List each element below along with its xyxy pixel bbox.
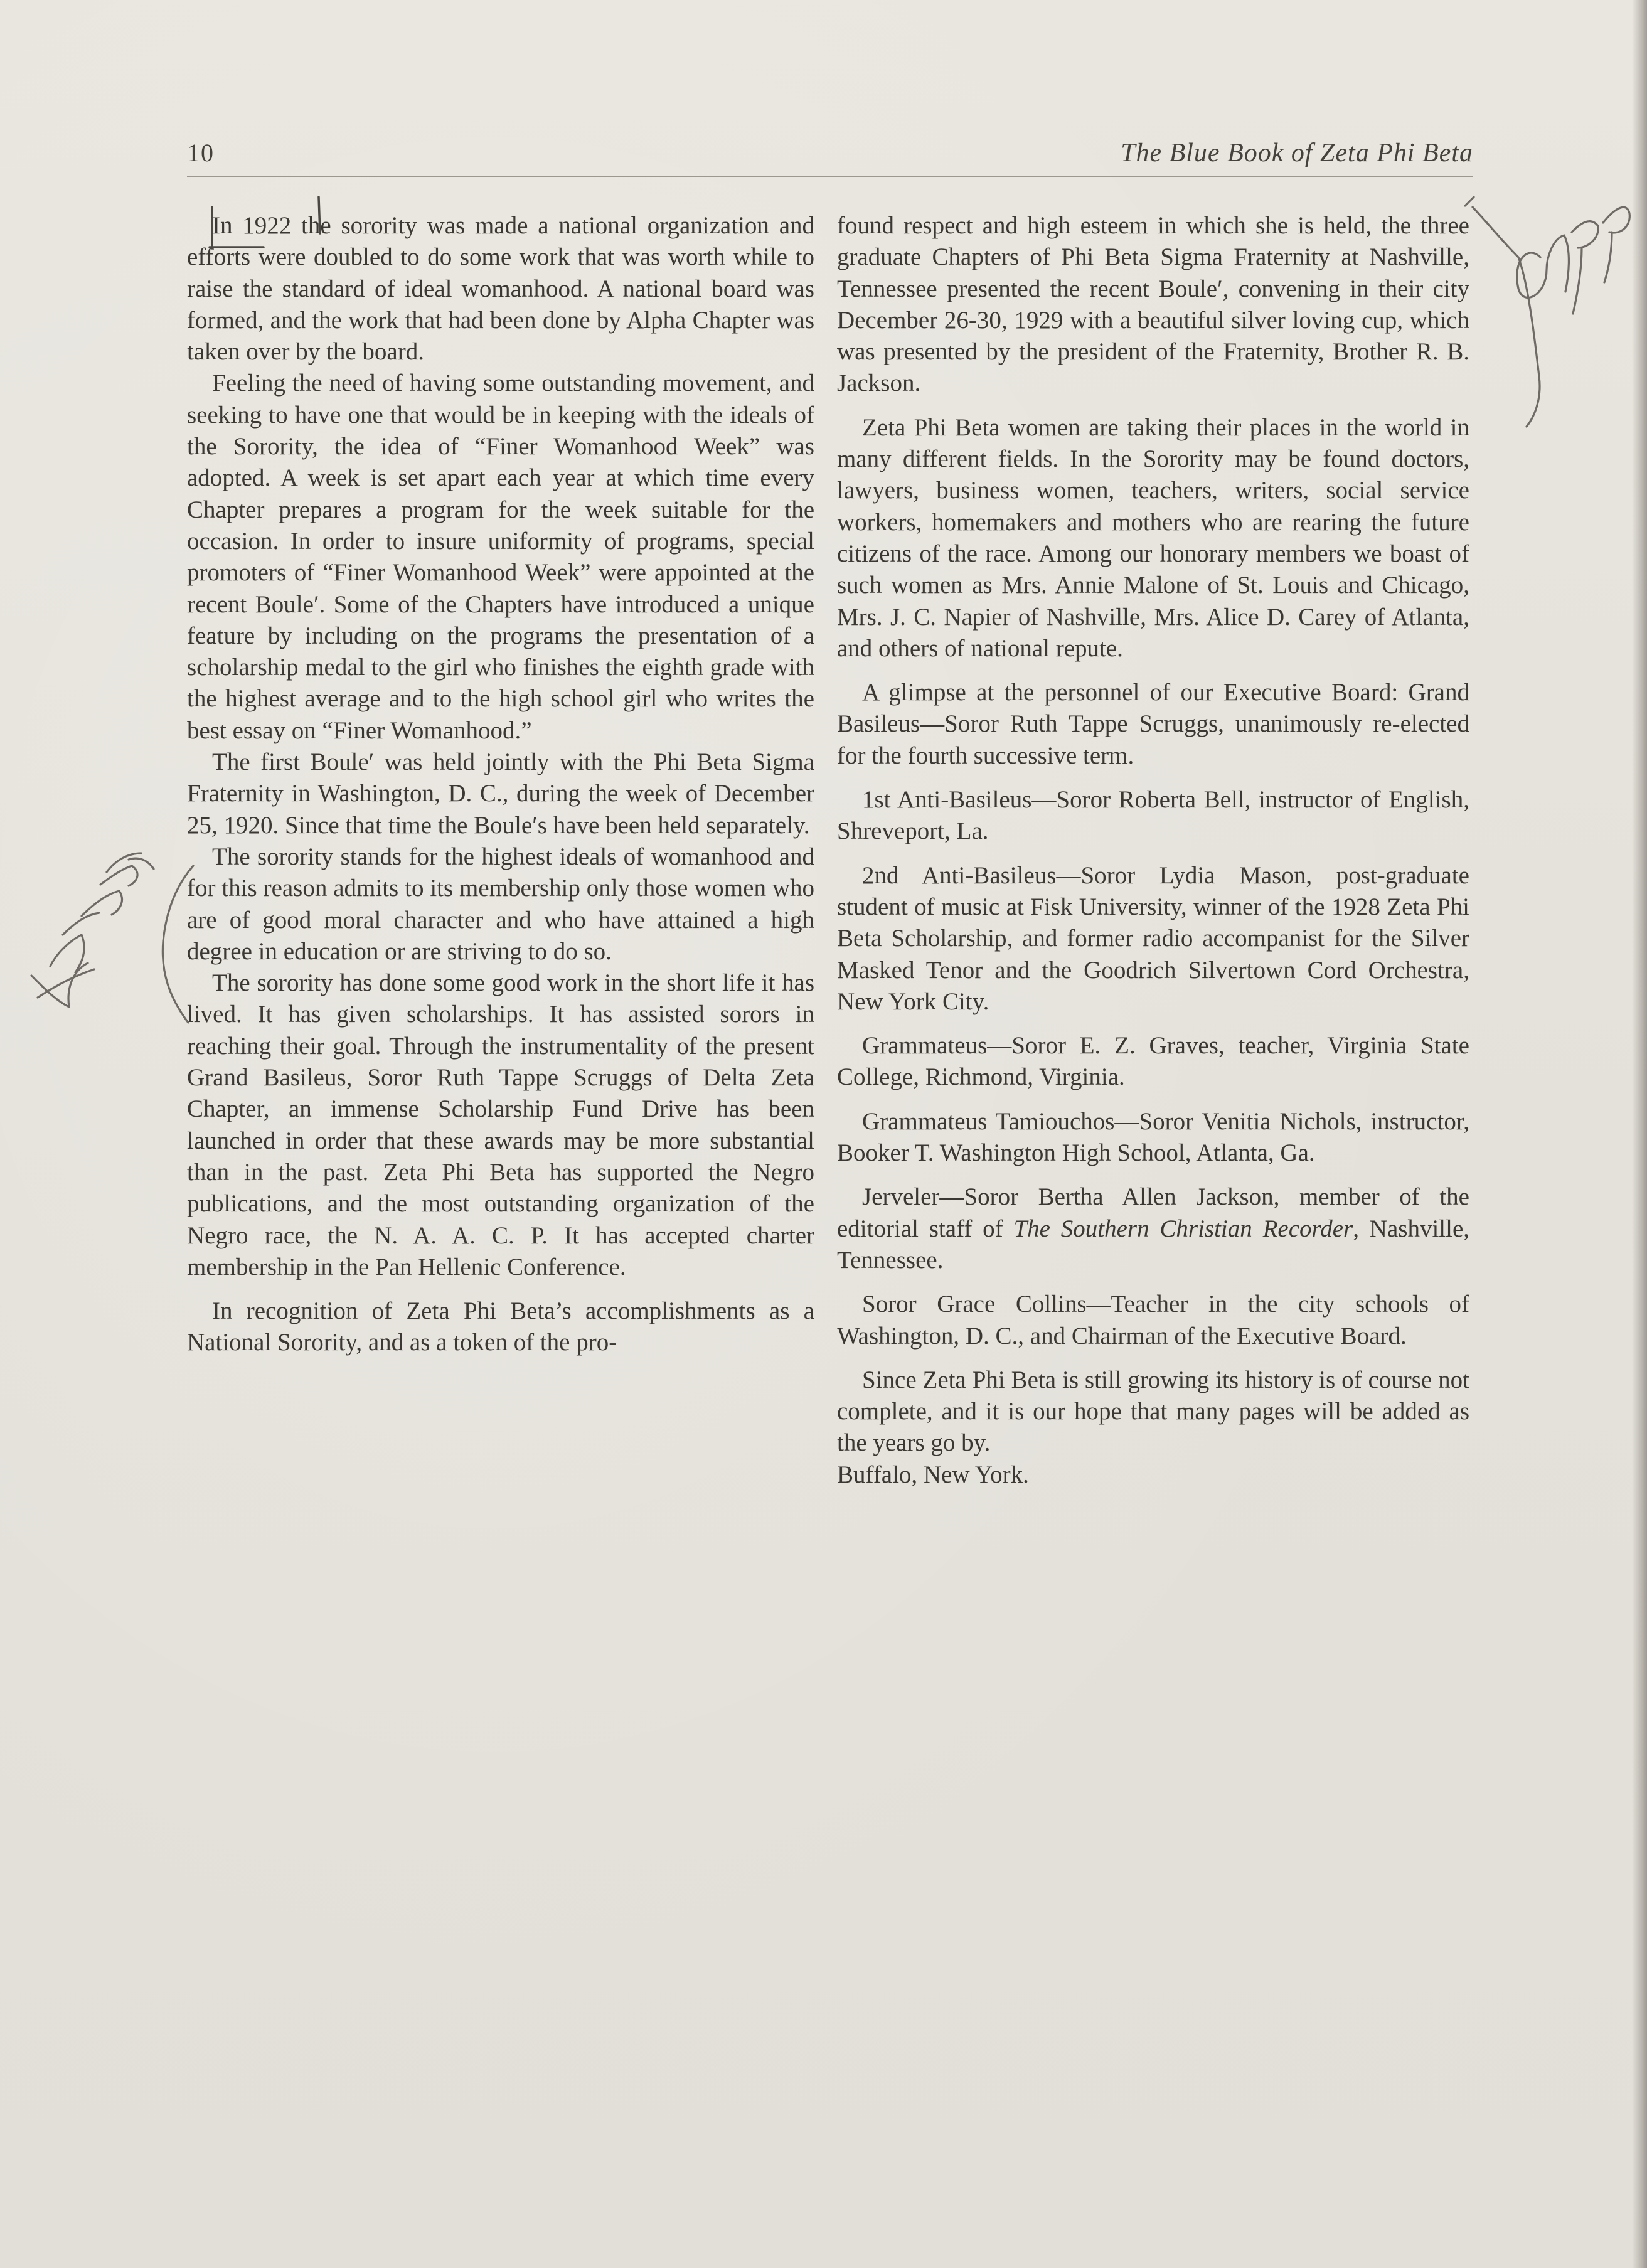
paragraph: The sorority stands for the highest ideals of womanhood and for this reason admits to its membership only those women who are of good moral character and who have attained a high degree in education or are striving to do so. [187,843,814,965]
jerveler-text: Jerveler—Soror Bertha Allen Jackson, member of the editorial staff of [837,1183,1469,1242]
header-rule [187,176,1473,177]
page-header [187,132,1473,176]
jerveler-tail: , Nashville, Tennessee. [837,1215,1470,1274]
paragraph: 1st Anti-Basileus—Soror Roberta Bell, instructor of English, Shreveport, La. [837,786,1469,845]
paragraph: Since Zeta Phi Beta is still growing its history is of course not complete, and it is our hope that many pages will be added as the years go by. [837,1366,1469,1457]
closing-place: Buffalo, New York. [837,1461,1029,1488]
paragraph: Zeta Phi Beta women are taking their places in the world in many different fields. In the Sorority may be found doctors, lawyers, business women, teachers, writers, social service workers, homemakers and mothers who are rearing the future citizens of the race. Among our honorary members we boast of such women as Mrs. Annie Malone of St. Louis and Chicago, Mrs. J. C. Napier of Nashville, Mrs. Alice D. Carey of Atlanta, and others of national repute. [837,413,1469,662]
right-column [837,210,1469,1491]
pencil-bracket-1922 [201,194,364,264]
paragraph-jerveler [837,1181,1469,1276]
paragraph: The sorority has done some good work in the short life it has lived. It has given scholarships. It has assisted sorors in reaching their goal. Through the instrumentality of the present Grand Basileus, Soror Ruth Tappe Scruggs of Delta Zeta Chapter, an immense Scholarship Fund Drive has been launched in order that these awards may be more substantial than in the past. Zeta Phi Beta has supported the Negro publications, and the most outstanding organization of the Negro race, the N. A. A. C. P. It has accepted charter membership in the Pan Hellenic Conference. [187,969,814,1280]
paragraph: Soror Grace Collins—Teacher in the city schools of Washington, D. C., and Chairman of the Executive Board. [837,1291,1469,1350]
left-column [187,210,814,1359]
paragraph: In recognition of Zeta Phi Beta’s accomplishments as a National Sorority, and as a token of the pro- [187,1297,814,1356]
paragraph: Feeling the need of having some outstanding movement, and seeking to have one that would be in keeping with the ideals of the Sorority, the idea of “Finer Womanhood Week” was adopted. A week is set apart each year at which time every Chapter prepares a program for the week suitable for the occasion. In order to insure uniformity of programs, special promoters of “Finer Womanhood Week” were appointed at the recent Boule′. Some of the Chapters have introduced a unique feature by including on the programs the presentation of a scholarship medal to the girl who finishes the eighth grade with the highest average and to the high school girl who writes the best essay on “Finer Womanhood.” [187,370,814,744]
handwritten-note-right [1459,188,1641,452]
publication-title: The Southern Christian Recorder [1013,1215,1353,1242]
page-edge-shadow [1632,0,1647,2268]
paragraph: In 1922 the sorority was made a national organization and efforts were doubled to do some work that was worth while to raise the standard of ideal womanhood. A national board was formed, and the work that had been done by Alpha Chapter was taken over by the board. [187,212,814,366]
paragraph: found respect and high esteem in which she is held, the three graduate Chapters of Phi Beta Sigma Fraternity at Nashville, Tennessee presented the recent Boule′, convening in their city December 26-30, 1929 with a beautiful silver loving cup, which was presented by the president of the Fraternity, Brother R. B. Jackson. [837,212,1469,397]
paragraph: Grammateus—Soror E. Z. Graves, teacher, Virginia State College, Richmond, Virginia. [837,1032,1469,1091]
paragraph: Grammateus Tamiouchos—Soror Venitia Nichols, instructor, Booker T. Washington High School, Atlanta, Ga. [837,1107,1469,1167]
paragraph: 2nd Anti-Basileus—Soror Lydia Mason, post-graduate student of music at Fisk University, winner of the 1928 Zeta Phi Beta Scholarship, and former radio accompanist for the Silver Masked Tenor and the Goodrich Silvertown Cord Orchestra, New York City. [837,861,1469,1015]
page-number: 10 [187,139,215,167]
running-title: The Blue Book of Zeta Phi Beta [1121,139,1473,168]
handwritten-note-left [13,841,201,1048]
paragraph: The first Boule′ was held jointly with the Phi Beta Sigma Fraternity in Washington, D. C., during the week of December 25, 1920. Since that time the Boule′s have been held separately. [187,748,814,839]
paragraph: A glimpse at the personnel of our Executive Board: Grand Basileus—Soror Ruth Tappe Scruggs, unanimously re-elected for the fourth successive term. [837,679,1469,769]
